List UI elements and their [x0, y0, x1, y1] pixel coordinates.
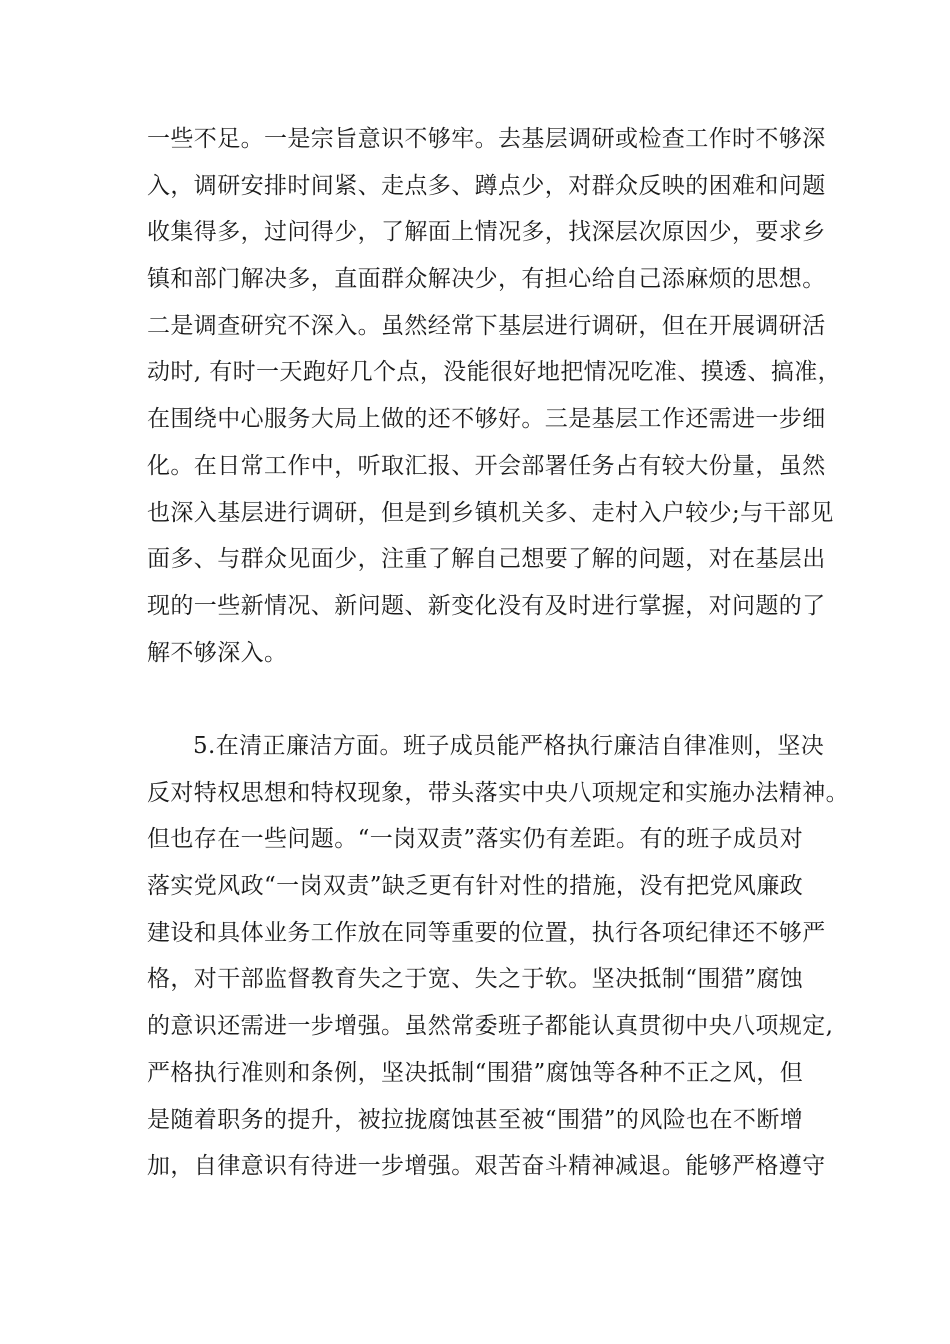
- text-line: 严格执行准则和条例，坚决抵制“围猎”腐蚀等各种不正之风，但: [147, 1059, 804, 1086]
- text-line: 但也存在一些问题。“一岗双责”落实仍有差距。有的班子成员对: [147, 826, 804, 853]
- text-line: 解不够深入。: [147, 639, 288, 666]
- text-line: 面多、与群众见面少，注重了解自己想要了解的问题，对在基层出: [147, 546, 826, 573]
- text-line: 现的一些新情况、新问题、新变化没有及时进行掌握，对问题的了: [147, 592, 826, 619]
- text-line: 建设和具体业务工作放在同等重要的位置，执行各项纪律还不够严: [147, 919, 826, 946]
- text-line: 也深入基层进行调研，但是到乡镇机关多、走村入户较少;与干部见: [147, 499, 834, 526]
- text-line: 的意识还需进一步增强。虽然常委班子都能认真贯彻中央八项规定,: [147, 1013, 834, 1040]
- text-line: 是随着职务的提升，被拉拢腐蚀甚至被“围猎”的风险也在不断增: [147, 1106, 804, 1133]
- text-line: 镇和部门解决多，直面群众解决少，有担心给自己添麻烦的思想。: [147, 266, 826, 293]
- text-line: 落实党风政“一岗双责”缺乏更有针对性的措施，没有把党风廉政: [147, 873, 804, 900]
- text-line: 在围绕中心服务大局上做的还不够好。三是基层工作还需进一步细: [147, 406, 826, 433]
- text-line: 化。在日常工作中，听取汇报、开会部署任务占有较大份量，虽然: [147, 452, 826, 479]
- text-line: 一些不足。一是宗旨意识不够牢。去基层调研或检查工作时不够深: [147, 126, 826, 152]
- text-line: 动时, 有时一天跑好几个点，没能很好地把情况吃准、摸透、搞准，: [147, 359, 842, 386]
- text-line: 入，调研安排时间紧、走点多、蹲点少，对群众反映的困难和问题: [147, 172, 826, 199]
- text-line: 二是调查研究不深入。虽然经常下基层进行调研，但在开展调研活: [147, 312, 826, 339]
- text-line: 加，自律意识有待进一步增强。艰苦奋斗精神减退。能够严格遵守: [147, 1153, 826, 1180]
- text-line: 格，对干部监督教育失之于宽、失之于软。坚决抵制“围猎”腐蚀: [147, 966, 804, 993]
- text-line: 反对特权思想和特权现象，带头落实中央八项规定和实施办法精神。: [147, 779, 849, 806]
- paragraph-1: [147, 116, 842, 676]
- text-line: 5.在清正廉洁方面。班子成员能严格执行廉洁自律准则，坚决: [193, 733, 825, 759]
- paragraph-2: [147, 723, 849, 1190]
- text-line: 收集得多，过问得少，了解面上情况多，找深层次原因少，要求乡: [147, 219, 826, 246]
